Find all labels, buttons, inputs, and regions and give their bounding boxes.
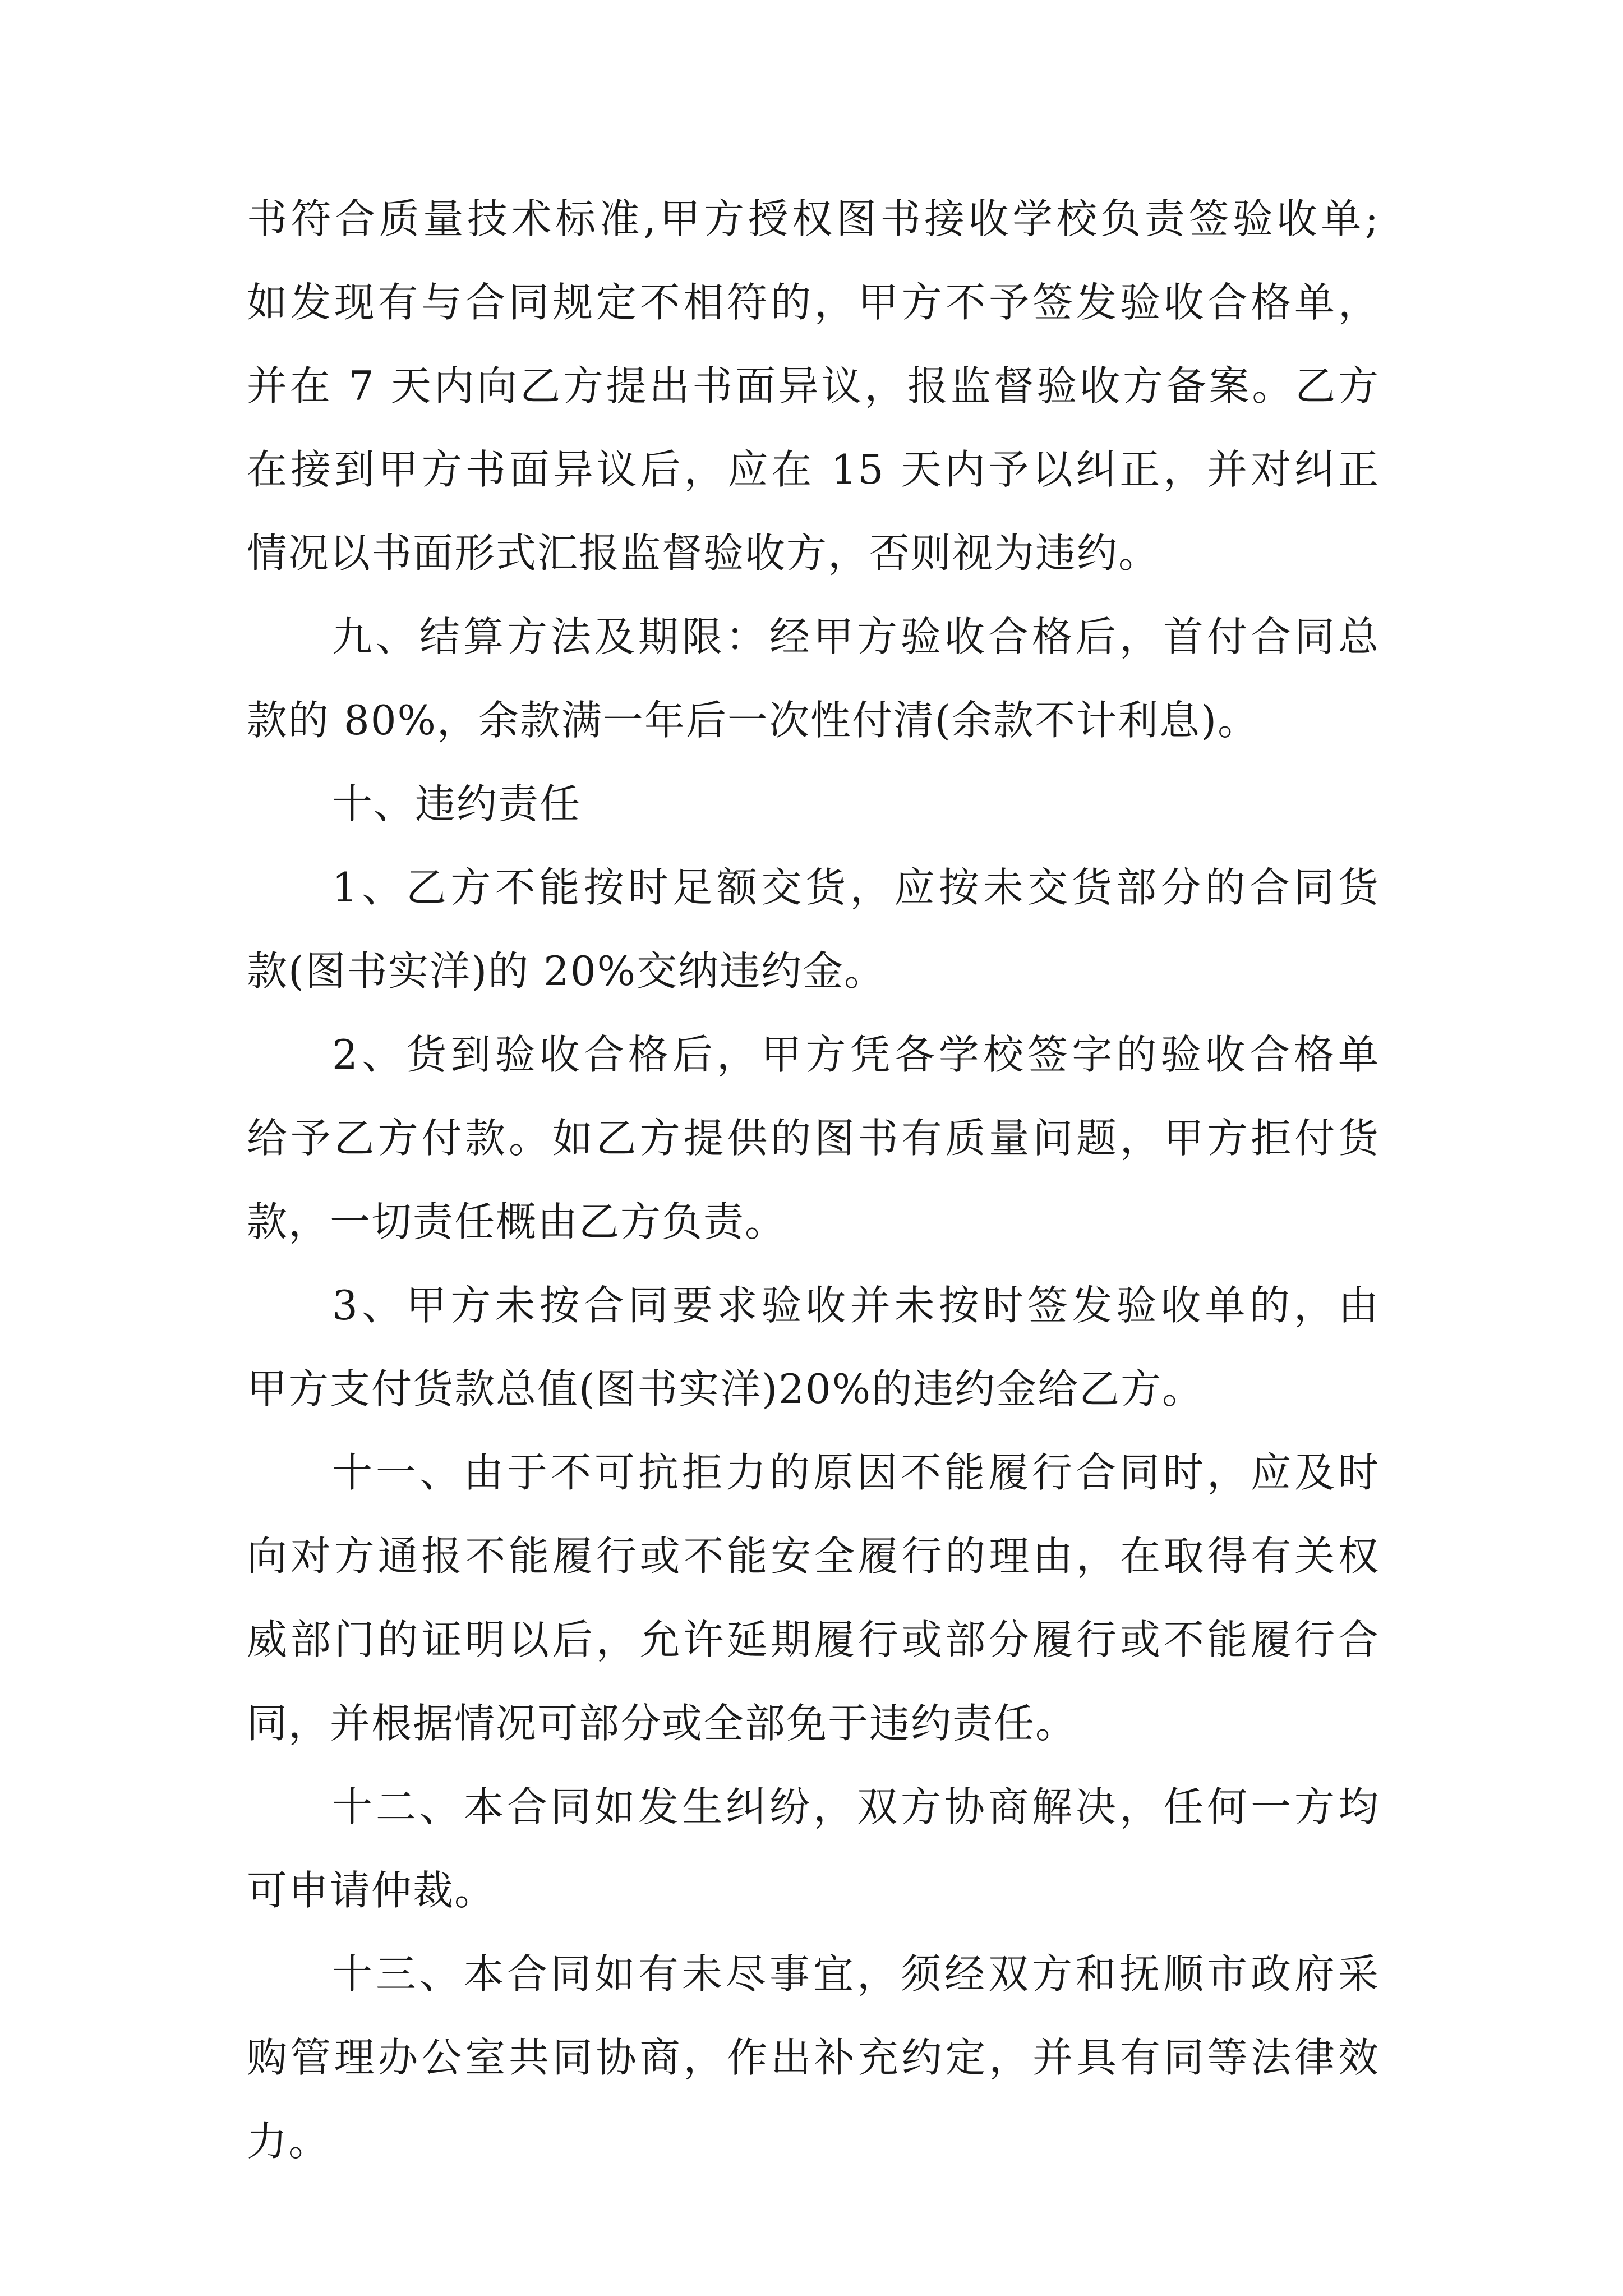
- clause-10-heading: 十、违约责任: [332, 780, 582, 827]
- clause-10-item-1-line: 1、乙方不能按时足额交货，应按未交货部分的合同货: [332, 864, 1380, 911]
- text-line: 向对方通报不能履行或不能安全履行的理由，在取得有关权: [247, 1533, 1380, 1580]
- text-line: 可申请仲裁。: [247, 1867, 496, 1914]
- text-line: 书符合质量技术标准,甲方授权图书接收学校负责签验收单;: [247, 195, 1380, 242]
- text-line: 给予乙方付款。如乙方提供的图书有质量问题，甲方拒付货: [247, 1115, 1380, 1162]
- text-line: 力。: [247, 2118, 330, 2165]
- text-line: 威部门的证明以后，允许延期履行或部分履行或不能履行合: [247, 1616, 1380, 1663]
- clause-9-heading-line: 九、结算方法及期限：经甲方验收合格后，首付合同总: [332, 613, 1380, 660]
- clause-13-heading-line: 十三、本合同如有未尽事宜，须经双方和抚顺市政府采: [332, 1950, 1380, 1998]
- text-line: 款，一切责任概由乙方负责。: [247, 1198, 787, 1245]
- contract-body-text: [247, 177, 1380, 2183]
- text-line: 购管理办公室共同协商，作出补充约定，并具有同等法律效: [247, 2034, 1380, 2081]
- clause-10-item-3-line: 3、甲方未按合同要求验收并未按时签发验收单的，由: [332, 1282, 1380, 1329]
- clause-12-heading-line: 十二、本合同如发生纠纷，双方协商解决，任何一方均: [332, 1783, 1380, 1830]
- text-line: 甲方支付货款总值(图书实洋)20%的违约金给乙方。: [247, 1365, 1204, 1412]
- text-line: 同，并根据情况可部分或全部免于违约责任。: [247, 1700, 1077, 1747]
- clause-10-item-2-line: 2、货到验收合格后，甲方凭各学校签字的验收合格单: [332, 1031, 1380, 1078]
- text-line: 款(图书实洋)的 20%交纳违约金。: [247, 947, 886, 995]
- text-line: 情况以书面形式汇报监督验收方，否则视为违约。: [247, 530, 1160, 577]
- text-line: 并在 7 天内向乙方提出书面异议，报监督验收方备案。乙方: [247, 362, 1380, 409]
- text-line: 在接到甲方书面异议后，应在 15 天内予以纠正，并对纠正: [247, 446, 1380, 493]
- text-line: 款的 80%，余款满一年后一次性付清(余款不计利息)。: [247, 697, 1260, 744]
- clause-11-heading-line: 十一、由于不可抗拒力的原因不能履行合同时，应及时: [332, 1449, 1380, 1496]
- text-line: 如发现有与合同规定不相符的，甲方不予签发验收合格单，: [247, 279, 1380, 326]
